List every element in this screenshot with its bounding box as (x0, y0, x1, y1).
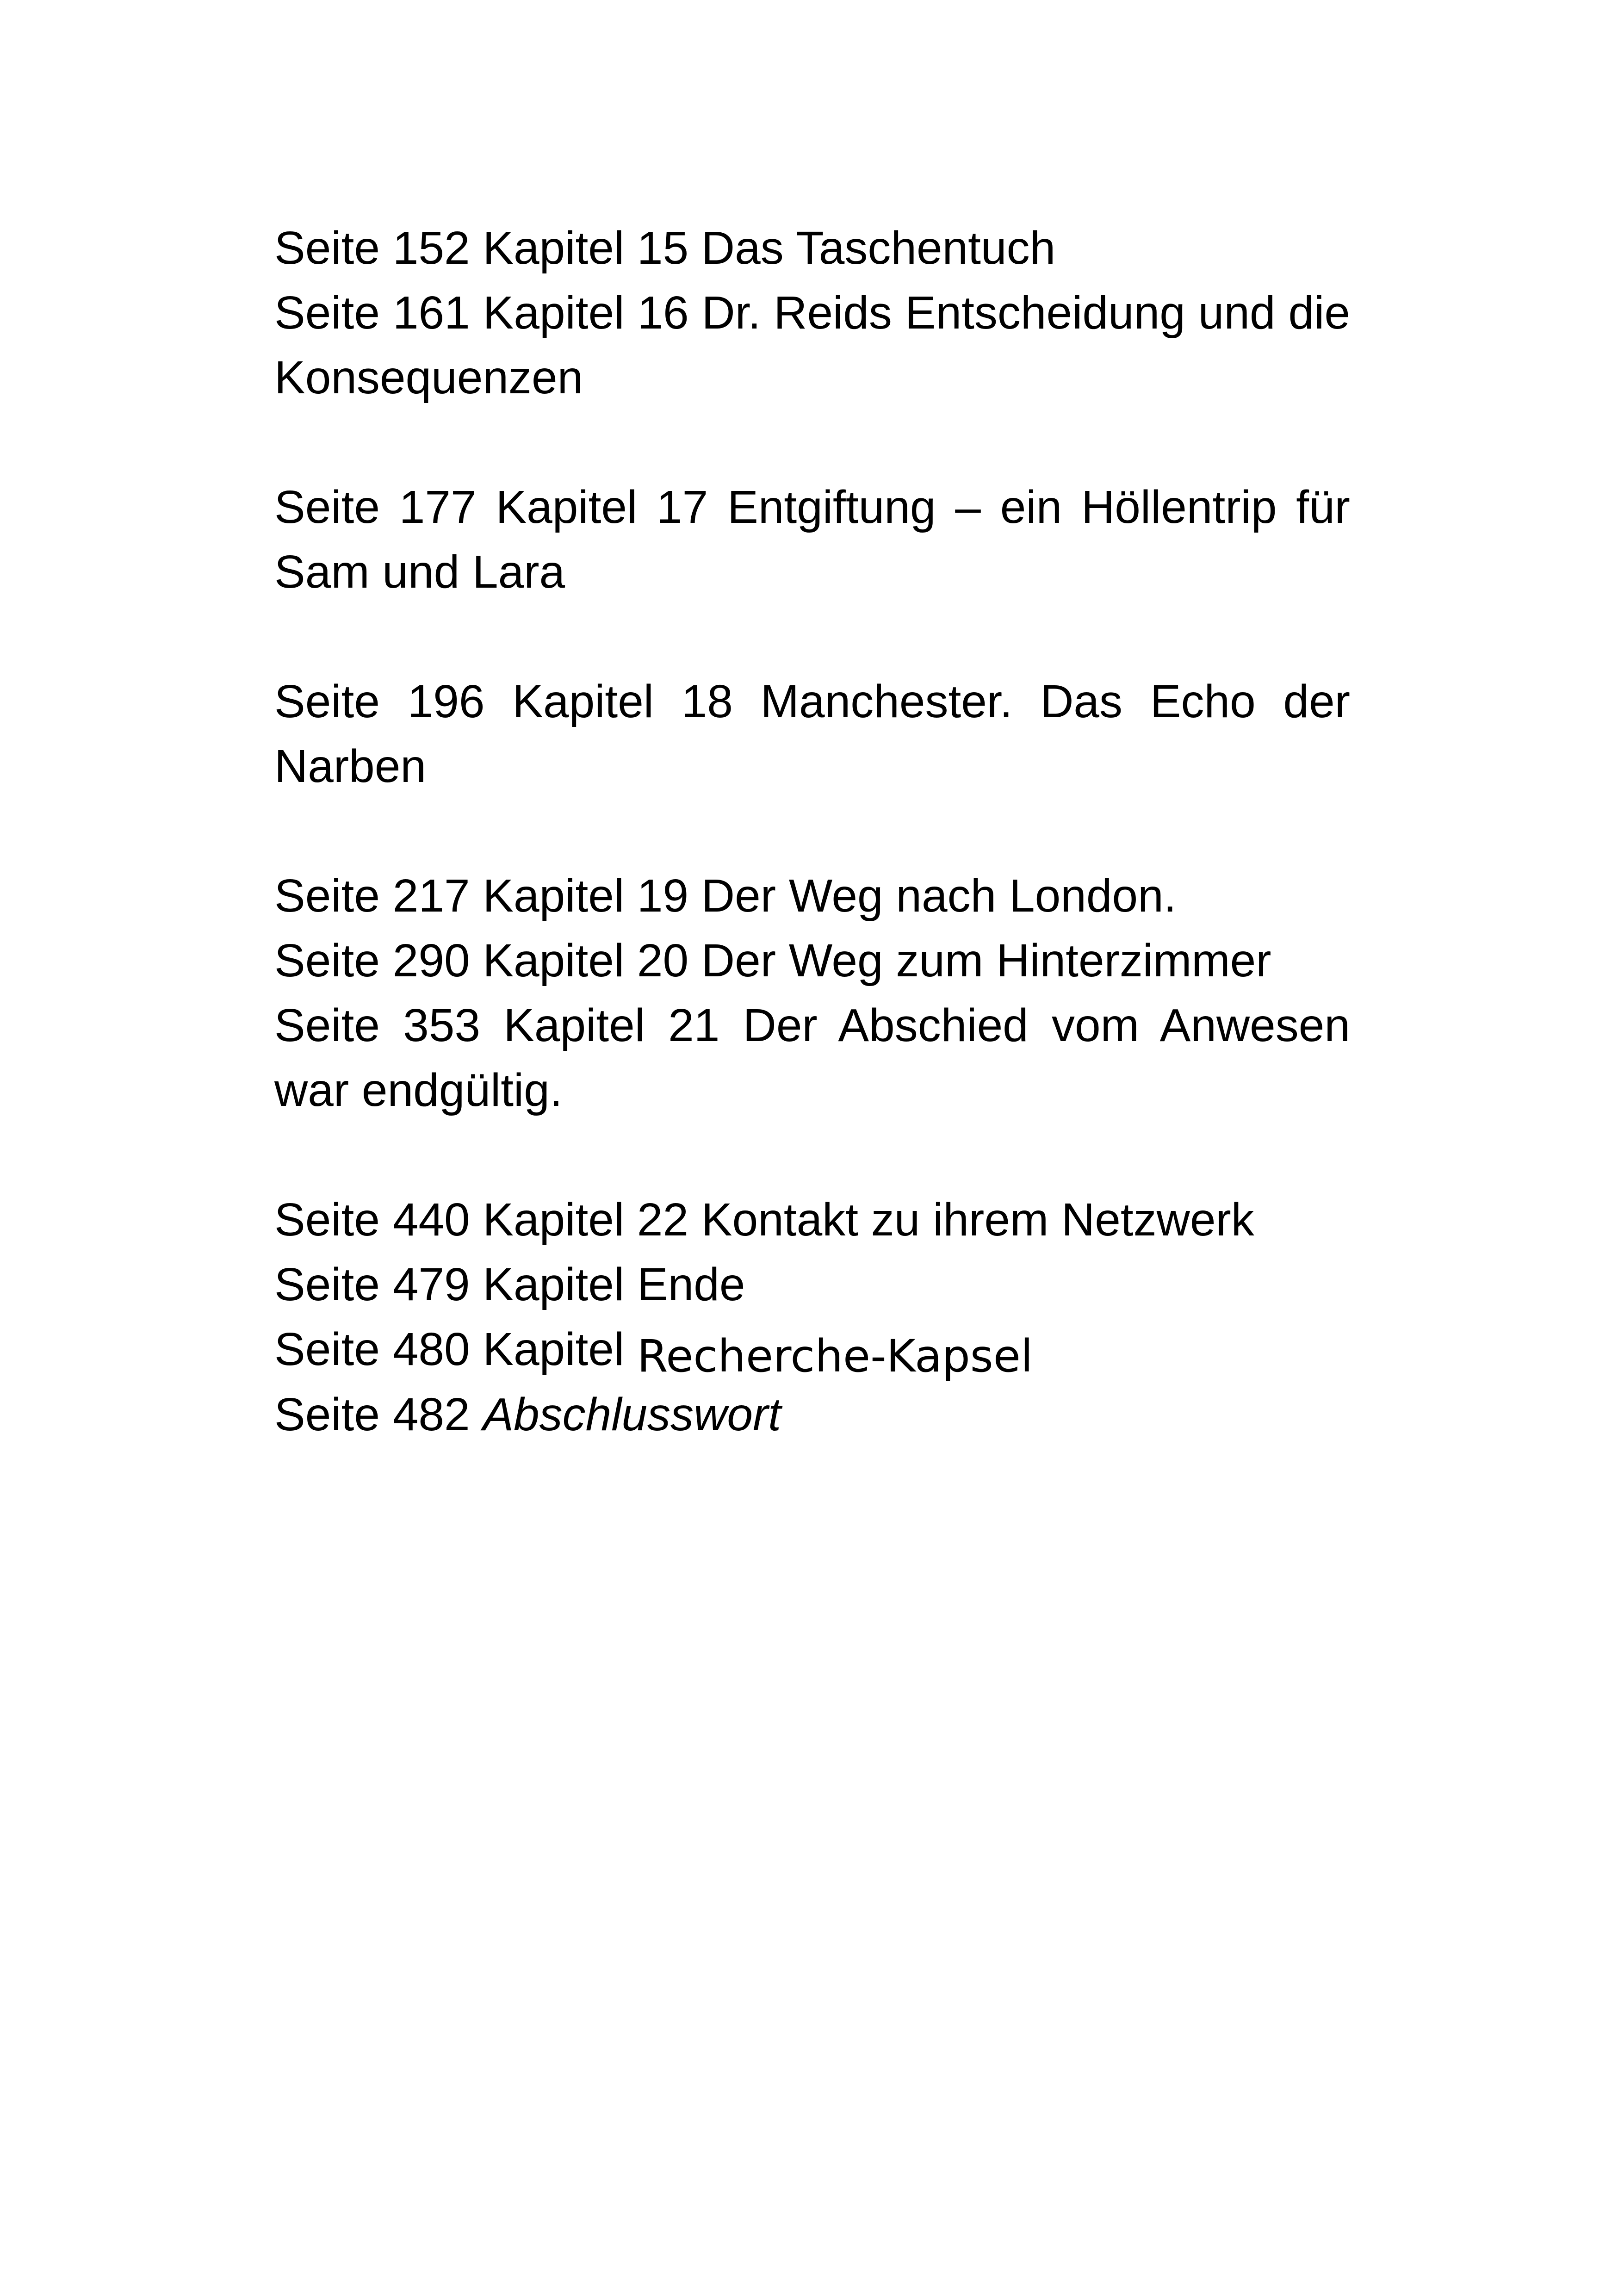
toc-entry-abschlusswort (274, 1382, 1350, 1447)
toc-entry-chapter-21: Seite 353 Kapitel 21 Der Abschied vom Anwesen war endgültig. (274, 999, 1350, 1116)
toc-entry-chapter-18: Seite 196 Kapitel 18 Manchester. Das Echo der Narben (274, 676, 1350, 792)
blank-line (274, 1123, 1350, 1187)
toc-entry-recherche-kapsel (274, 1317, 1350, 1382)
toc-entry-prefix: Seite 480 Kapitel (274, 1323, 625, 1375)
toc-entry-chapter-15: Seite 152 Kapitel 15 Das Taschentuch (274, 222, 1056, 274)
toc-entry-prefix: Seite 482 (274, 1389, 470, 1440)
toc-entry-chapter-ende: Seite 479 Kapitel Ende (274, 1259, 745, 1310)
blank-line (274, 604, 1350, 669)
toc-entry-title: Recherche-Kapsel (637, 1330, 1033, 1382)
toc-entry-chapter-16: Seite 161 Kapitel 16 Dr. Reids Entscheidung und die Konsequenzen (274, 287, 1350, 403)
toc-entry-chapter-20: Seite 290 Kapitel 20 Der Weg zum Hinterzimmer (274, 935, 1271, 987)
blank-line (274, 799, 1350, 863)
toc-entry-chapter-22: Seite 440 Kapitel 22 Kontakt zu ihrem Netzwerk (274, 1194, 1254, 1246)
toc-entry-title: Abschlusswort (483, 1389, 781, 1440)
toc-entry-chapter-19: Seite 217 Kapitel 19 Der Weg nach London. (274, 870, 1177, 922)
blank-line (274, 410, 1350, 475)
table-of-contents (274, 216, 1350, 1447)
toc-entry-chapter-17: Seite 177 Kapitel 17 Entgiftung – ein Höllentrip für Sam und Lara (274, 481, 1350, 598)
